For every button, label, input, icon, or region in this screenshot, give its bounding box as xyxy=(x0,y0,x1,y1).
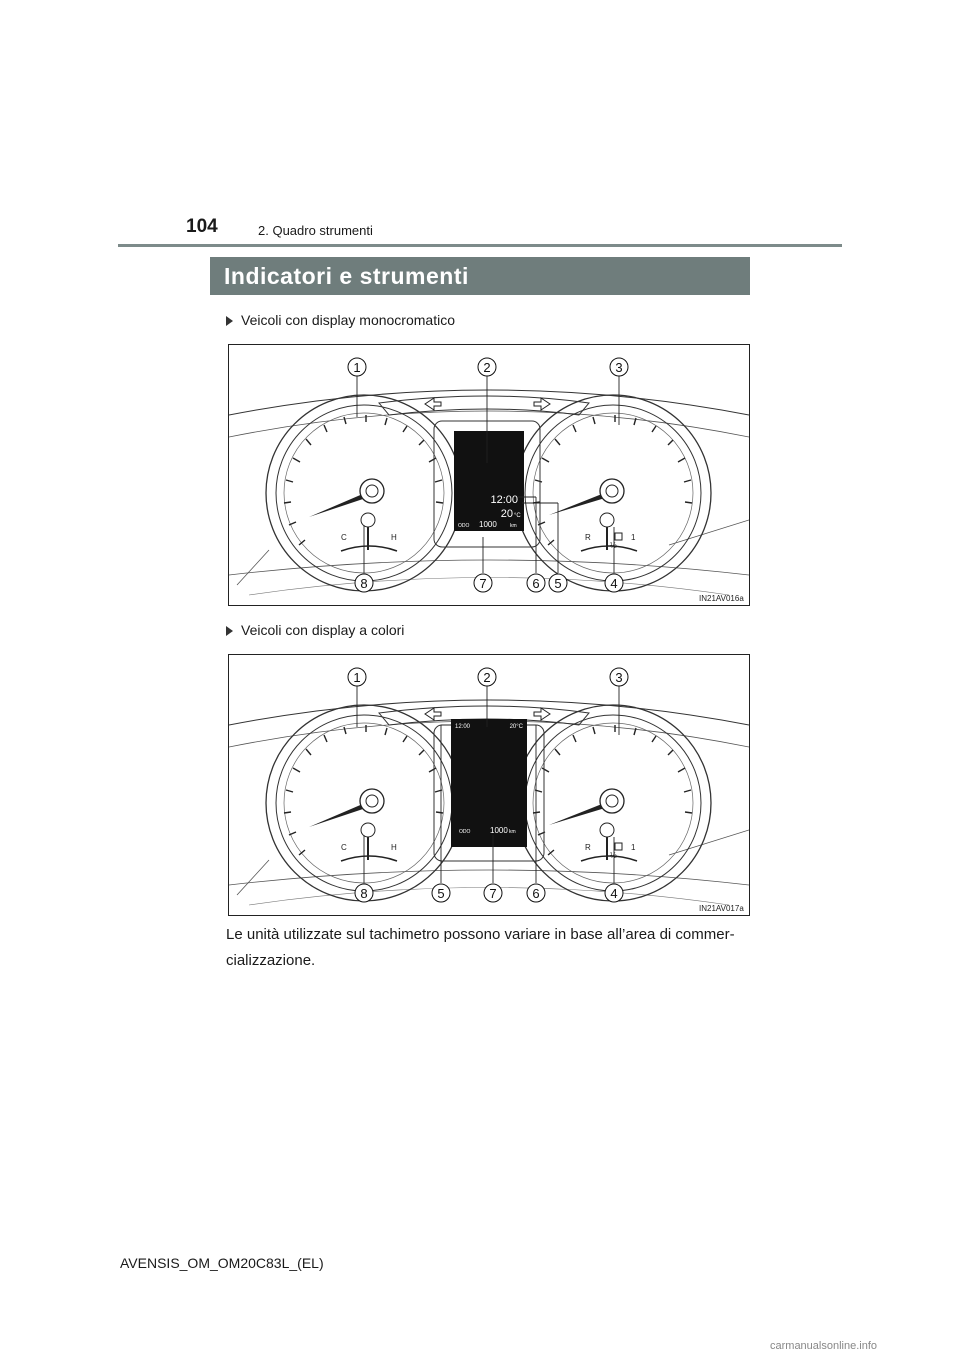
figure-code: IN21AV016a xyxy=(699,594,744,603)
display-clock: 12:00 xyxy=(455,724,471,730)
callout-3 xyxy=(610,668,628,686)
gauge-mark-fuel-half: ½ xyxy=(610,541,617,550)
section-label-text: Veicoli con display monocromatico xyxy=(241,312,455,328)
callout-1 xyxy=(348,358,366,376)
body-paragraph: Le unità utilizzate sul tachimetro possono variare in base all’area di commer-cializzazione. xyxy=(226,926,735,969)
gauge-mark-hot: H xyxy=(391,843,397,852)
header-rule xyxy=(118,244,842,247)
gauge-mark-hot: H xyxy=(391,533,397,542)
svg-text:7: 7 xyxy=(489,886,497,901)
svg-text:6: 6 xyxy=(532,576,540,591)
svg-text:4: 4 xyxy=(610,886,618,901)
svg-text:8: 8 xyxy=(360,886,368,901)
callout-3 xyxy=(610,358,628,376)
page-number: 104 xyxy=(186,216,218,237)
display-odo-unit: km xyxy=(509,829,516,835)
turn-right-arrow-icon xyxy=(534,398,550,410)
turn-left-arrow-icon xyxy=(425,398,441,410)
section-label-text: Veicoli con display a colori xyxy=(241,622,405,638)
figure-color-cluster xyxy=(228,654,750,916)
callout-2 xyxy=(478,668,496,686)
gauge-mark-reserve: R xyxy=(585,533,591,542)
display-odo-label: ODO xyxy=(459,829,471,835)
gauge-mark-fuel-half: ½ xyxy=(610,851,617,860)
svg-text:1: 1 xyxy=(353,670,361,685)
triangle-bullet-icon xyxy=(226,316,233,326)
gauge-mark-cold: C xyxy=(341,533,347,542)
svg-text:5: 5 xyxy=(554,576,562,591)
svg-text:1: 1 xyxy=(353,360,361,375)
page-title: Indicatori e strumenti xyxy=(210,257,750,295)
display-temp-value: 20 xyxy=(500,508,513,520)
callout-6 xyxy=(527,574,545,592)
figure-monochrome-cluster xyxy=(228,344,750,606)
callout-7 xyxy=(474,574,492,592)
gauge-mark-cold: C xyxy=(341,843,347,852)
callout-5 xyxy=(432,884,450,902)
callout-7 xyxy=(484,884,502,902)
turn-left-arrow-icon xyxy=(425,708,441,720)
gauge-mark-fuel-full: 1 xyxy=(631,533,636,542)
gauge-mark-fuel-full: 1 xyxy=(631,843,636,852)
svg-text:8: 8 xyxy=(360,576,368,591)
callout-8 xyxy=(355,574,373,592)
callout-4 xyxy=(605,884,623,902)
callout-5 xyxy=(549,574,567,592)
callout-8 xyxy=(355,884,373,902)
figure-code: IN21AV017a xyxy=(699,904,744,913)
svg-text:2: 2 xyxy=(483,670,491,685)
svg-text:3: 3 xyxy=(615,670,623,685)
svg-text:7: 7 xyxy=(479,576,487,591)
display-clock: 12:00 xyxy=(490,494,518,506)
display-odo-label: ODO xyxy=(458,523,470,529)
gauge-mark-reserve: R xyxy=(585,843,591,852)
footer-code: AVENSIS_OM_OM20C83L_(EL) xyxy=(120,1255,324,1271)
callout-4 xyxy=(605,574,623,592)
callout-1 xyxy=(348,668,366,686)
svg-text:3: 3 xyxy=(615,360,623,375)
watermark: carmanualsonline.info xyxy=(770,1340,878,1352)
turn-right-arrow-icon xyxy=(534,708,550,720)
section-label-monochrome xyxy=(226,312,455,328)
section-label-color xyxy=(226,622,404,638)
triangle-bullet-icon xyxy=(226,626,233,636)
display-temp: 20°C xyxy=(509,724,523,730)
display-odo-unit: km xyxy=(510,523,517,529)
fuel-pump-icon xyxy=(615,843,622,850)
svg-text:2: 2 xyxy=(483,360,491,375)
svg-text:6: 6 xyxy=(532,886,540,901)
callout-2 xyxy=(478,358,496,376)
center-display xyxy=(451,719,527,847)
display-temp-unit: °C xyxy=(514,513,521,519)
section-header: 2. Quadro strumenti xyxy=(258,223,373,238)
svg-text:5: 5 xyxy=(437,886,445,901)
display-odo-value: 1000 xyxy=(479,520,497,529)
svg-text:4: 4 xyxy=(610,576,618,591)
fuel-pump-icon xyxy=(615,533,622,540)
display-odo-value: 1000 xyxy=(490,826,508,835)
callout-6 xyxy=(527,884,545,902)
